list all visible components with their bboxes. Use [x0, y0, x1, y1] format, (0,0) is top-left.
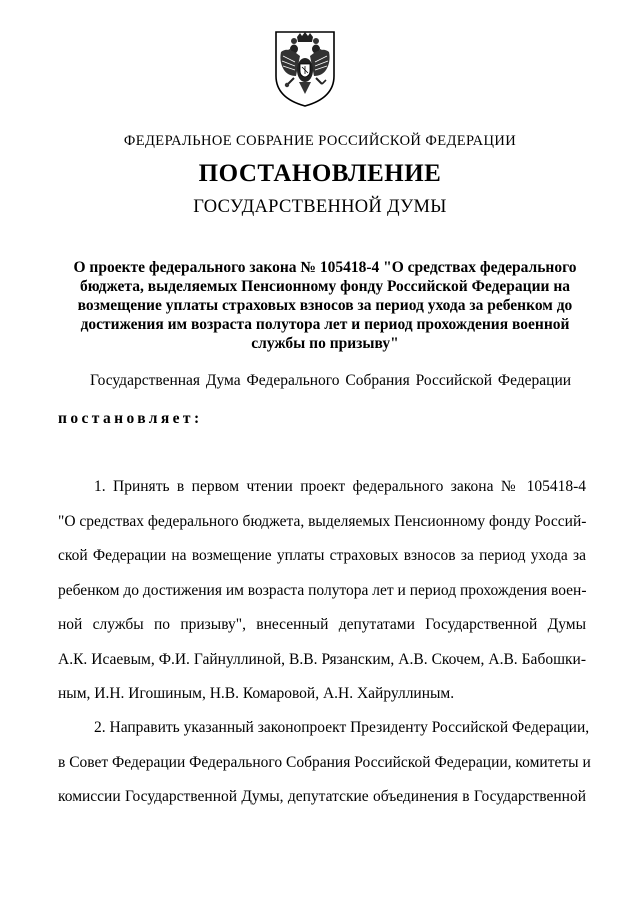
double-headed-eagle-emblem-icon [270, 28, 340, 108]
subject-line: службы по призыву" [251, 335, 399, 352]
subject-line: возмещение уплаты страховых взносов за период ухода за ребенком до [77, 297, 573, 314]
paragraph-line: в Совет Федерации Федерального Собрания Российской Федерации, комитеты и [58, 753, 591, 771]
paragraph-line: комиссии Государственной Думы, депутатские объединения в Государственной [58, 788, 586, 805]
paragraph-line: ным, И.Н. Игошиным, Н.В. Комаровой, А.Н. Хайруллиным. [58, 685, 455, 702]
subject-line: бюджета, выделяемых Пенсионному фонду Российской Федерации на [79, 278, 571, 295]
paragraph-line: 1. Принять в первом чтении проект федерального закона № 105418-4 [94, 478, 586, 495]
paragraph-line: ной службы по призыву", внесенный депутатами Государственной Думы [58, 616, 586, 633]
subject-line: О проекте федерального закона № 105418-4 "О средствах федерального [73, 259, 577, 276]
paragraph-2 [58, 719, 591, 823]
resolves-keyword: постановляет: [58, 410, 203, 427]
paragraph-line: "О средствах федерального бюджета, выделяемых Пенсионному фонду Россий- [58, 512, 587, 530]
preamble-text: Государственная Дума Федерального Собрания Российской Федерации [90, 372, 572, 389]
paragraph-line: ской Федерации на возмещение уплаты страховых взносов за период ухода за [58, 547, 586, 564]
document-title: ПОСТАНОВЛЕНИЕ [198, 160, 442, 187]
document-subtitle: ГОСУДАРСТВЕННОЙ ДУМЫ [193, 197, 447, 217]
paragraph-line: ребенком до достижения им возраста полутора лет и период прохождения воен- [58, 581, 587, 599]
subject-line: достижения им возраста полутора лет и период прохождения военной [80, 316, 570, 333]
paragraph-line: А.К. Исаевым, Ф.И. Гайнуллиной, В.В. Рязанским, А.В. Скочем, А.В. Бабошки- [58, 650, 586, 668]
paragraph-line: 2. Направить указанный законопроект Президенту Российской Федерации, [94, 719, 590, 736]
resolution-subject [60, 258, 590, 353]
organization-name: ФЕДЕРАЛЬНОЕ СОБРАНИЕ РОССИЙСКОЙ ФЕДЕРАЦИИ [123, 133, 517, 149]
paragraph-1 [58, 478, 586, 720]
